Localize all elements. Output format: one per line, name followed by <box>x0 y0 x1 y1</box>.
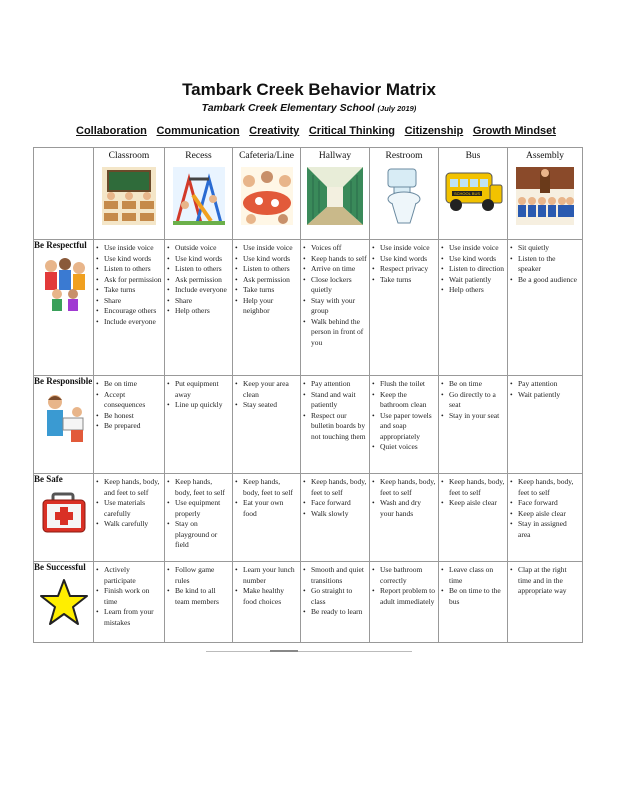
list-item: • Keep aisle clear <box>510 509 580 520</box>
list-item: • Line up quickly <box>167 400 230 411</box>
cell-responsible-recess <box>165 376 233 474</box>
row-label: Be Safe <box>34 474 63 484</box>
list-item: • Put equipment away <box>167 379 230 400</box>
list-item: • Use kind words <box>441 254 505 265</box>
list-item: • Stay in assigned area <box>510 519 580 540</box>
cell-responsible-hallway <box>301 376 370 474</box>
list-item: • Be prepared <box>96 421 162 432</box>
list-item: • Be honest <box>96 411 162 422</box>
list-item: • Eat your own food <box>235 498 298 519</box>
cell-respectful-classroom <box>94 240 165 376</box>
list-item: • Flush the toilet <box>372 379 436 390</box>
list-item: • Arrive on time <box>303 264 367 275</box>
list-item: • Learn from your mistakes <box>96 607 162 628</box>
value-creativity: Creativity <box>249 125 300 137</box>
classroom-scene-icon <box>100 165 158 227</box>
list-item: • Use kind words <box>235 254 298 265</box>
list-item: • Listen to others <box>235 264 298 275</box>
cell-safe-cafeteria <box>233 474 301 562</box>
column-header-classroom <box>94 148 165 240</box>
value-growth-mindset: Growth Mindset <box>472 125 556 137</box>
footer-divider <box>206 651 412 652</box>
list-item: • Stay with your group <box>303 296 367 317</box>
list-item: • Be on time <box>441 379 505 390</box>
list-item: • Stand and wait patiently <box>303 390 367 411</box>
list-item: • Listen to the speaker <box>510 254 580 275</box>
list-item: • Follow game rules <box>167 565 230 586</box>
list-item: • Keep hands, body, feet to self <box>441 477 505 498</box>
list-item: • Face forward <box>510 498 580 509</box>
list-item: • Wash and dry your hands <box>372 498 436 519</box>
page-title: Tambark Creek Behavior Matrix <box>182 80 436 99</box>
cell-successful-bus <box>439 562 508 643</box>
value-communication: Communication <box>156 125 240 137</box>
list-item: • Keep hands, body, feet to self <box>372 477 436 498</box>
list-item: • Use paper towels and soap appropriately <box>372 411 436 443</box>
list-item: • Take turns <box>96 285 162 296</box>
column-header-recess <box>165 148 233 240</box>
cell-responsible-classroom <box>94 376 165 474</box>
list-item: • Use inside voice <box>372 243 436 254</box>
column-header-assembly <box>508 148 583 240</box>
list-item: • Accept consequences <box>96 390 162 411</box>
list-item: • Be on time <box>96 379 162 390</box>
column-label: Cafeteria/Line <box>239 151 294 161</box>
list-item: • Respect privacy <box>372 264 436 275</box>
row-label: Be Successful <box>34 562 86 572</box>
list-item: • Help your neighbor <box>235 296 298 317</box>
list-item: • Voices off <box>303 243 367 254</box>
cell-safe-assembly <box>508 474 583 562</box>
toilet-icon <box>384 165 424 227</box>
list-item: • Clap at the right time and in the appropriate way <box>510 565 580 597</box>
cell-respectful-bus <box>439 240 508 376</box>
list-item: • Keep the bathroom clean <box>372 390 436 411</box>
list-item: • Face forward <box>303 498 367 509</box>
list-item: • Share <box>96 296 162 307</box>
page-subtitle <box>0 102 618 114</box>
list-item: • Stay in your seat <box>441 411 505 422</box>
cell-respectful-cafeteria <box>233 240 301 376</box>
column-label: Classroom <box>108 151 150 161</box>
cell-responsible-bus <box>439 376 508 474</box>
column-label: Recess <box>185 151 212 161</box>
value-citizenship: Citizenship <box>404 125 464 137</box>
star-icon <box>39 578 89 626</box>
list-item: • Stay seated <box>235 400 298 411</box>
list-item: • Be ready to learn <box>303 607 367 618</box>
list-item: • Quiet voices <box>372 442 436 453</box>
column-header-row <box>34 148 583 240</box>
bus-sign: SCHOOL BUS <box>453 191 481 196</box>
matrix-row-respectful <box>34 240 583 376</box>
list-item: • Ask permission <box>235 275 298 286</box>
matrix-row-successful <box>34 562 583 643</box>
list-item: • Use inside voice <box>441 243 505 254</box>
list-item: • Listen to others <box>167 264 230 275</box>
list-item: • Listen to others <box>96 264 162 275</box>
list-item: • Take turns <box>372 275 436 286</box>
list-item: • Keep hands, body, feet to self <box>510 477 580 498</box>
list-item: • Ask for permission <box>96 275 162 286</box>
cell-safe-recess <box>165 474 233 562</box>
cell-responsible-assembly <box>508 376 583 474</box>
list-item: • Pay attention <box>303 379 367 390</box>
list-item: • Keep hands, body, feet to self <box>235 477 298 498</box>
cell-respectful-recess <box>165 240 233 376</box>
row-label: Be Respectful <box>34 240 87 250</box>
row-header-respectful <box>34 240 94 376</box>
list-item: • Share <box>167 296 230 307</box>
column-header-hallway <box>301 148 370 240</box>
cell-responsible-restroom <box>370 376 439 474</box>
row-header-safe <box>34 474 94 562</box>
list-item: • Use kind words <box>96 254 162 265</box>
children-group-icon <box>39 256 89 312</box>
column-label: Restroom <box>385 151 423 161</box>
list-item: • Wait patiently <box>441 275 505 286</box>
list-item: • Sit quietly <box>510 243 580 254</box>
assembly-audience-icon <box>514 165 576 227</box>
behavior-matrix-table <box>33 147 583 643</box>
column-label: Assembly <box>526 151 564 161</box>
list-item: • Make healthy food choices <box>235 586 298 607</box>
list-item: • Use bathroom correctly <box>372 565 436 586</box>
row-header-responsible <box>34 376 94 474</box>
list-item: • Leave class on time <box>441 565 505 586</box>
school-bus-icon <box>442 165 504 215</box>
list-item: • Finish work on time <box>96 586 162 607</box>
cell-safe-hallway <box>301 474 370 562</box>
list-item: • Help others <box>441 285 505 296</box>
column-label: Hallway <box>318 151 352 161</box>
core-values-bar <box>76 125 556 137</box>
row-label: Be Responsible <box>34 376 93 386</box>
list-item: • Be a good audience <box>510 275 580 286</box>
list-item: • Pay attention <box>510 379 580 390</box>
list-item: • Use kind words <box>167 254 230 265</box>
list-item: • Actively participate <box>96 565 162 586</box>
list-item: • Walk behind the person in front of you <box>303 317 367 349</box>
cell-safe-restroom <box>370 474 439 562</box>
teacher-student-icon <box>39 392 89 444</box>
list-item: • Keep aisle clear <box>441 498 505 509</box>
list-item: • Keep hands, body, feet to self <box>303 477 367 498</box>
list-item: • Take turns <box>235 285 298 296</box>
cell-successful-assembly <box>508 562 583 643</box>
matrix-row-safe <box>34 474 583 562</box>
list-item: • Keep hands, body, and feet to self <box>96 477 162 498</box>
value-critical-thinking: Critical Thinking <box>308 125 396 137</box>
list-item: • Respect our bulletin boards by not touching them <box>303 411 367 443</box>
column-header-restroom <box>370 148 439 240</box>
matrix-row-responsible <box>34 376 583 474</box>
list-item: • Use inside voice <box>96 243 162 254</box>
list-item: • Wait patiently <box>510 390 580 401</box>
list-item: • Walk slowly <box>303 509 367 520</box>
list-item: • Report problem to adult immediately <box>372 586 436 607</box>
list-item: • Keep hands, body, feet to self <box>167 477 230 498</box>
list-item: • Learn your lunch number <box>235 565 298 586</box>
list-item: • Walk carefully <box>96 519 162 530</box>
school-name: Tambark Creek Elementary School <box>201 102 375 114</box>
hallway-lockers-icon <box>305 165 365 227</box>
list-item: • Smooth and quiet transitions <box>303 565 367 586</box>
playground-icon <box>171 165 227 227</box>
footer-divider-accent <box>270 650 298 652</box>
list-item: • Keep your area clean <box>235 379 298 400</box>
list-item: • Stay on playground or field <box>167 519 230 551</box>
list-item: • Use materials carefully <box>96 498 162 519</box>
list-item: • Close lockers quietly <box>303 275 367 296</box>
list-item: • Be on time to the bus <box>441 586 505 607</box>
cell-respectful-restroom <box>370 240 439 376</box>
cell-successful-restroom <box>370 562 439 643</box>
column-label: Bus <box>465 151 481 161</box>
cell-successful-hallway <box>301 562 370 643</box>
first-aid-kit-icon <box>39 490 89 538</box>
list-item: • Outside voice <box>167 243 230 254</box>
list-item: • Go directly to a seat <box>441 390 505 411</box>
cell-respectful-assembly <box>508 240 583 376</box>
cafeteria-icon <box>239 165 295 227</box>
cell-respectful-hallway <box>301 240 370 376</box>
cell-responsible-cafeteria <box>233 376 301 474</box>
cell-successful-cafeteria <box>233 562 301 643</box>
list-item: • Encourage others <box>96 306 162 317</box>
list-item: • Keep hands to self <box>303 254 367 265</box>
list-item: • Be kind to all team members <box>167 586 230 607</box>
value-collaboration: Collaboration <box>76 125 147 137</box>
list-item: • Go straight to class <box>303 586 367 607</box>
list-item: • Include everyone <box>167 285 230 296</box>
list-item: • Help others <box>167 306 230 317</box>
column-header-cafeteria <box>233 148 301 240</box>
revision-date: (July 2019) <box>377 104 417 113</box>
cell-safe-bus <box>439 474 508 562</box>
row-header-successful <box>34 562 94 643</box>
list-item: • Listen to direction <box>441 264 505 275</box>
cell-successful-classroom <box>94 562 165 643</box>
list-item: • Use inside voice <box>235 243 298 254</box>
cell-safe-classroom <box>94 474 165 562</box>
column-header-bus <box>439 148 508 240</box>
list-item: • Use equipment properly <box>167 498 230 519</box>
list-item: • Include everyone <box>96 317 162 328</box>
list-item: • Ask permission <box>167 275 230 286</box>
cell-successful-recess <box>165 562 233 643</box>
corner-cell <box>34 148 94 240</box>
list-item: • Use kind words <box>372 254 436 265</box>
